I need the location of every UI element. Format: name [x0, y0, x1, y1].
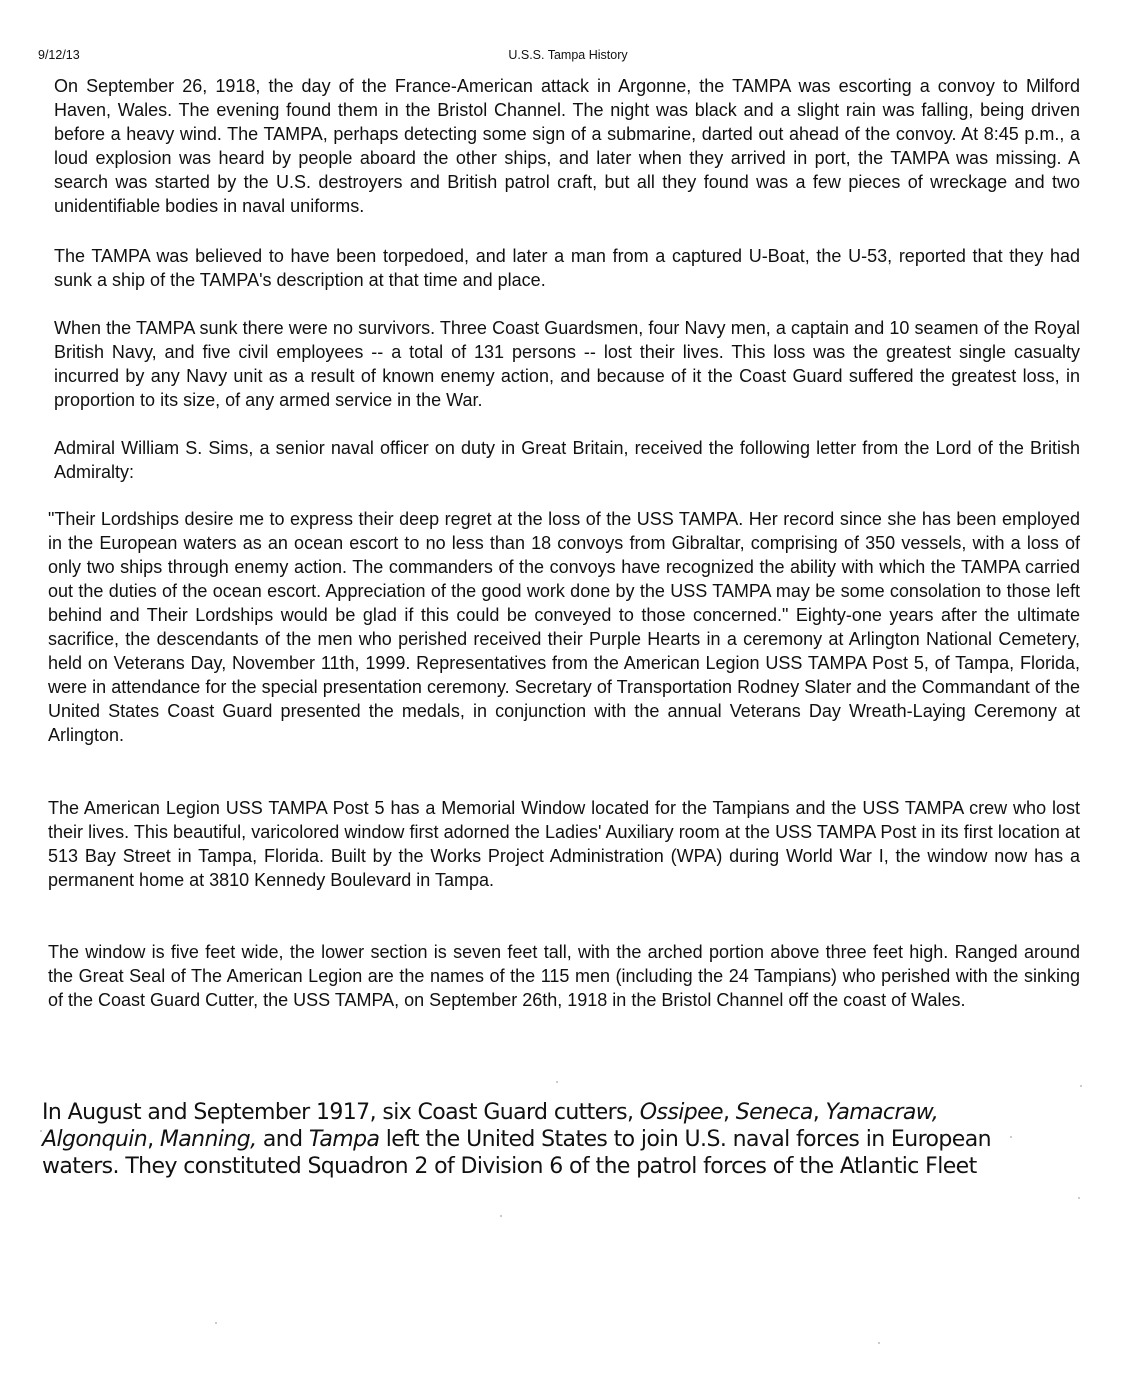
note-text: and: [256, 1127, 309, 1152]
paragraph-sinking-account: On September 26, 1918, the day of the France-American attack in Argonne, the TAMPA was escorting a convoy to Milford Haven, Wales. The evening found them in the Bristol Channel. The night was black and a slight rain was falling, being driven before a heavy wind. The TAMPA, perhaps detecting some sign of a submarine, darted out ahead of the convoy. At 8:45 p.m., a loud explosion was heard by people aboard the other ships, and later when they arrived in port, the TAMPA was missing. A search was started by the U.S. destroyers and British patrol craft, but all they found was a few pieces of wreckage and two unidentifiable bodies in naval uniforms.: [54, 76, 1080, 216]
print-date: 9/12/13: [38, 48, 80, 62]
squadron-note: [42, 1099, 1042, 1180]
ship-name: Seneca: [735, 1100, 813, 1125]
page-header: [38, 47, 1098, 63]
paragraph-casualties: When the TAMPA sunk there were no survivors. Three Coast Guardsmen, four Navy men, a captain and 10 seamen of the Royal British Navy, and five civil employees -- a total of 131 persons -- lost their lives. This loss was the greatest single casualty incurred by any Navy unit as a result of known enemy action, and because of it the Coast Guard suffered the greatest loss, in proportion to its size, of any armed service in the War.: [54, 318, 1080, 410]
note-separator: ,: [722, 1100, 736, 1125]
paragraph-memorial-window: The American Legion USS TAMPA Post 5 has a Memorial Window located for the Tampians and the USS TAMPA crew who lost their lives. This beautiful, varicolored window first adorned the Ladies' Auxiliary room at the USS TAMPA Post in its first location at 513 Bay Street in Tampa, Florida. Built by the Works Project Administration (WPA) during World War I, the window now has a permanent home at 3810 Kennedy Boulevard in Tampa.: [48, 798, 1080, 890]
ship-name: Algonquin: [42, 1127, 148, 1152]
paragraph-admiralty-letter: "Their Lordships desire me to express their deep regret at the loss of the USS TAMPA. Her record since she has been employed in the European waters as an ocean escort to no less than 18 convoys from Gibraltar, comprising of 350 vessels, with a loss of only two ships through enemy action. The commanders of the convoys have recognized the ability with which the TAMPA carried out the duties of the ocean escort. Appreciation of the good work done by the USS TAMPA may be some consolation to those left behind and Their Lordships would be glad if this could be conveyed to those concerned." Eighty-one years after the ultimate sacrifice, the descendants of the men who perished received their Purple Hearts in a ceremony at Arlington National Cemetery, held on Veterans Day, November 11th, 1999. Representatives from the American Legion USS TAMPA Post 5, of Tampa, Florida, were in attendance for the special presentation ceremony. Secretary of Transportation Rodney Slater and the Commandant of the United States Coast Guard presented the medals, in conjunction with the annual Veterans Day Wreath-Laying Ceremony at Arlington.: [48, 509, 1080, 745]
scan-speck: [1078, 1197, 1080, 1199]
paragraph-window-description: The window is five feet wide, the lower section is seven feet tall, with the arched portion above three feet high. Ranged around the Great Seal of The American Legion are the names of the 115 men (including the 24 Tampians) who perished with the sinking of the Coast Guard Cutter, the USS TAMPA, on September 26th, 1918 in the Bristol Channel off the coast of Wales.: [48, 942, 1080, 1010]
scan-speck: [1080, 1085, 1082, 1087]
note-text: left the United States to join U.S. naval forces in European waters. They constituted Squadron 2 of Division 6 of the patrol forces of the Atlantic Fleet: [42, 1127, 991, 1179]
note-separator: ,: [147, 1127, 160, 1152]
note-separator: ,: [812, 1100, 826, 1125]
page-title: U.S.S. Tampa History: [508, 48, 628, 62]
ship-name: Tampa: [308, 1127, 380, 1152]
scan-speck: [1010, 1136, 1012, 1138]
note-text: In August and September 1917, six Coast Guard cutters,: [42, 1100, 640, 1125]
ship-name: Yamacraw,: [825, 1100, 939, 1125]
scan-speck: [40, 1130, 42, 1132]
paragraph-admiral-sims: Admiral William S. Sims, a senior naval officer on duty in Great Britain, received the following letter from the Lord of the British Admiralty:: [54, 438, 1080, 482]
paragraph-torpedo-report: The TAMPA was believed to have been torpedoed, and later a man from a captured U-Boat, the U-53, reported that they had sunk a ship of the TAMPA's description at that time and place.: [54, 246, 1080, 290]
scan-speck: [215, 1322, 217, 1324]
scan-speck: [878, 1342, 880, 1344]
ship-name: Manning,: [159, 1127, 257, 1152]
scan-speck: [556, 1081, 558, 1083]
ship-name: Ossipee: [639, 1100, 723, 1125]
scan-speck: [500, 1215, 502, 1217]
